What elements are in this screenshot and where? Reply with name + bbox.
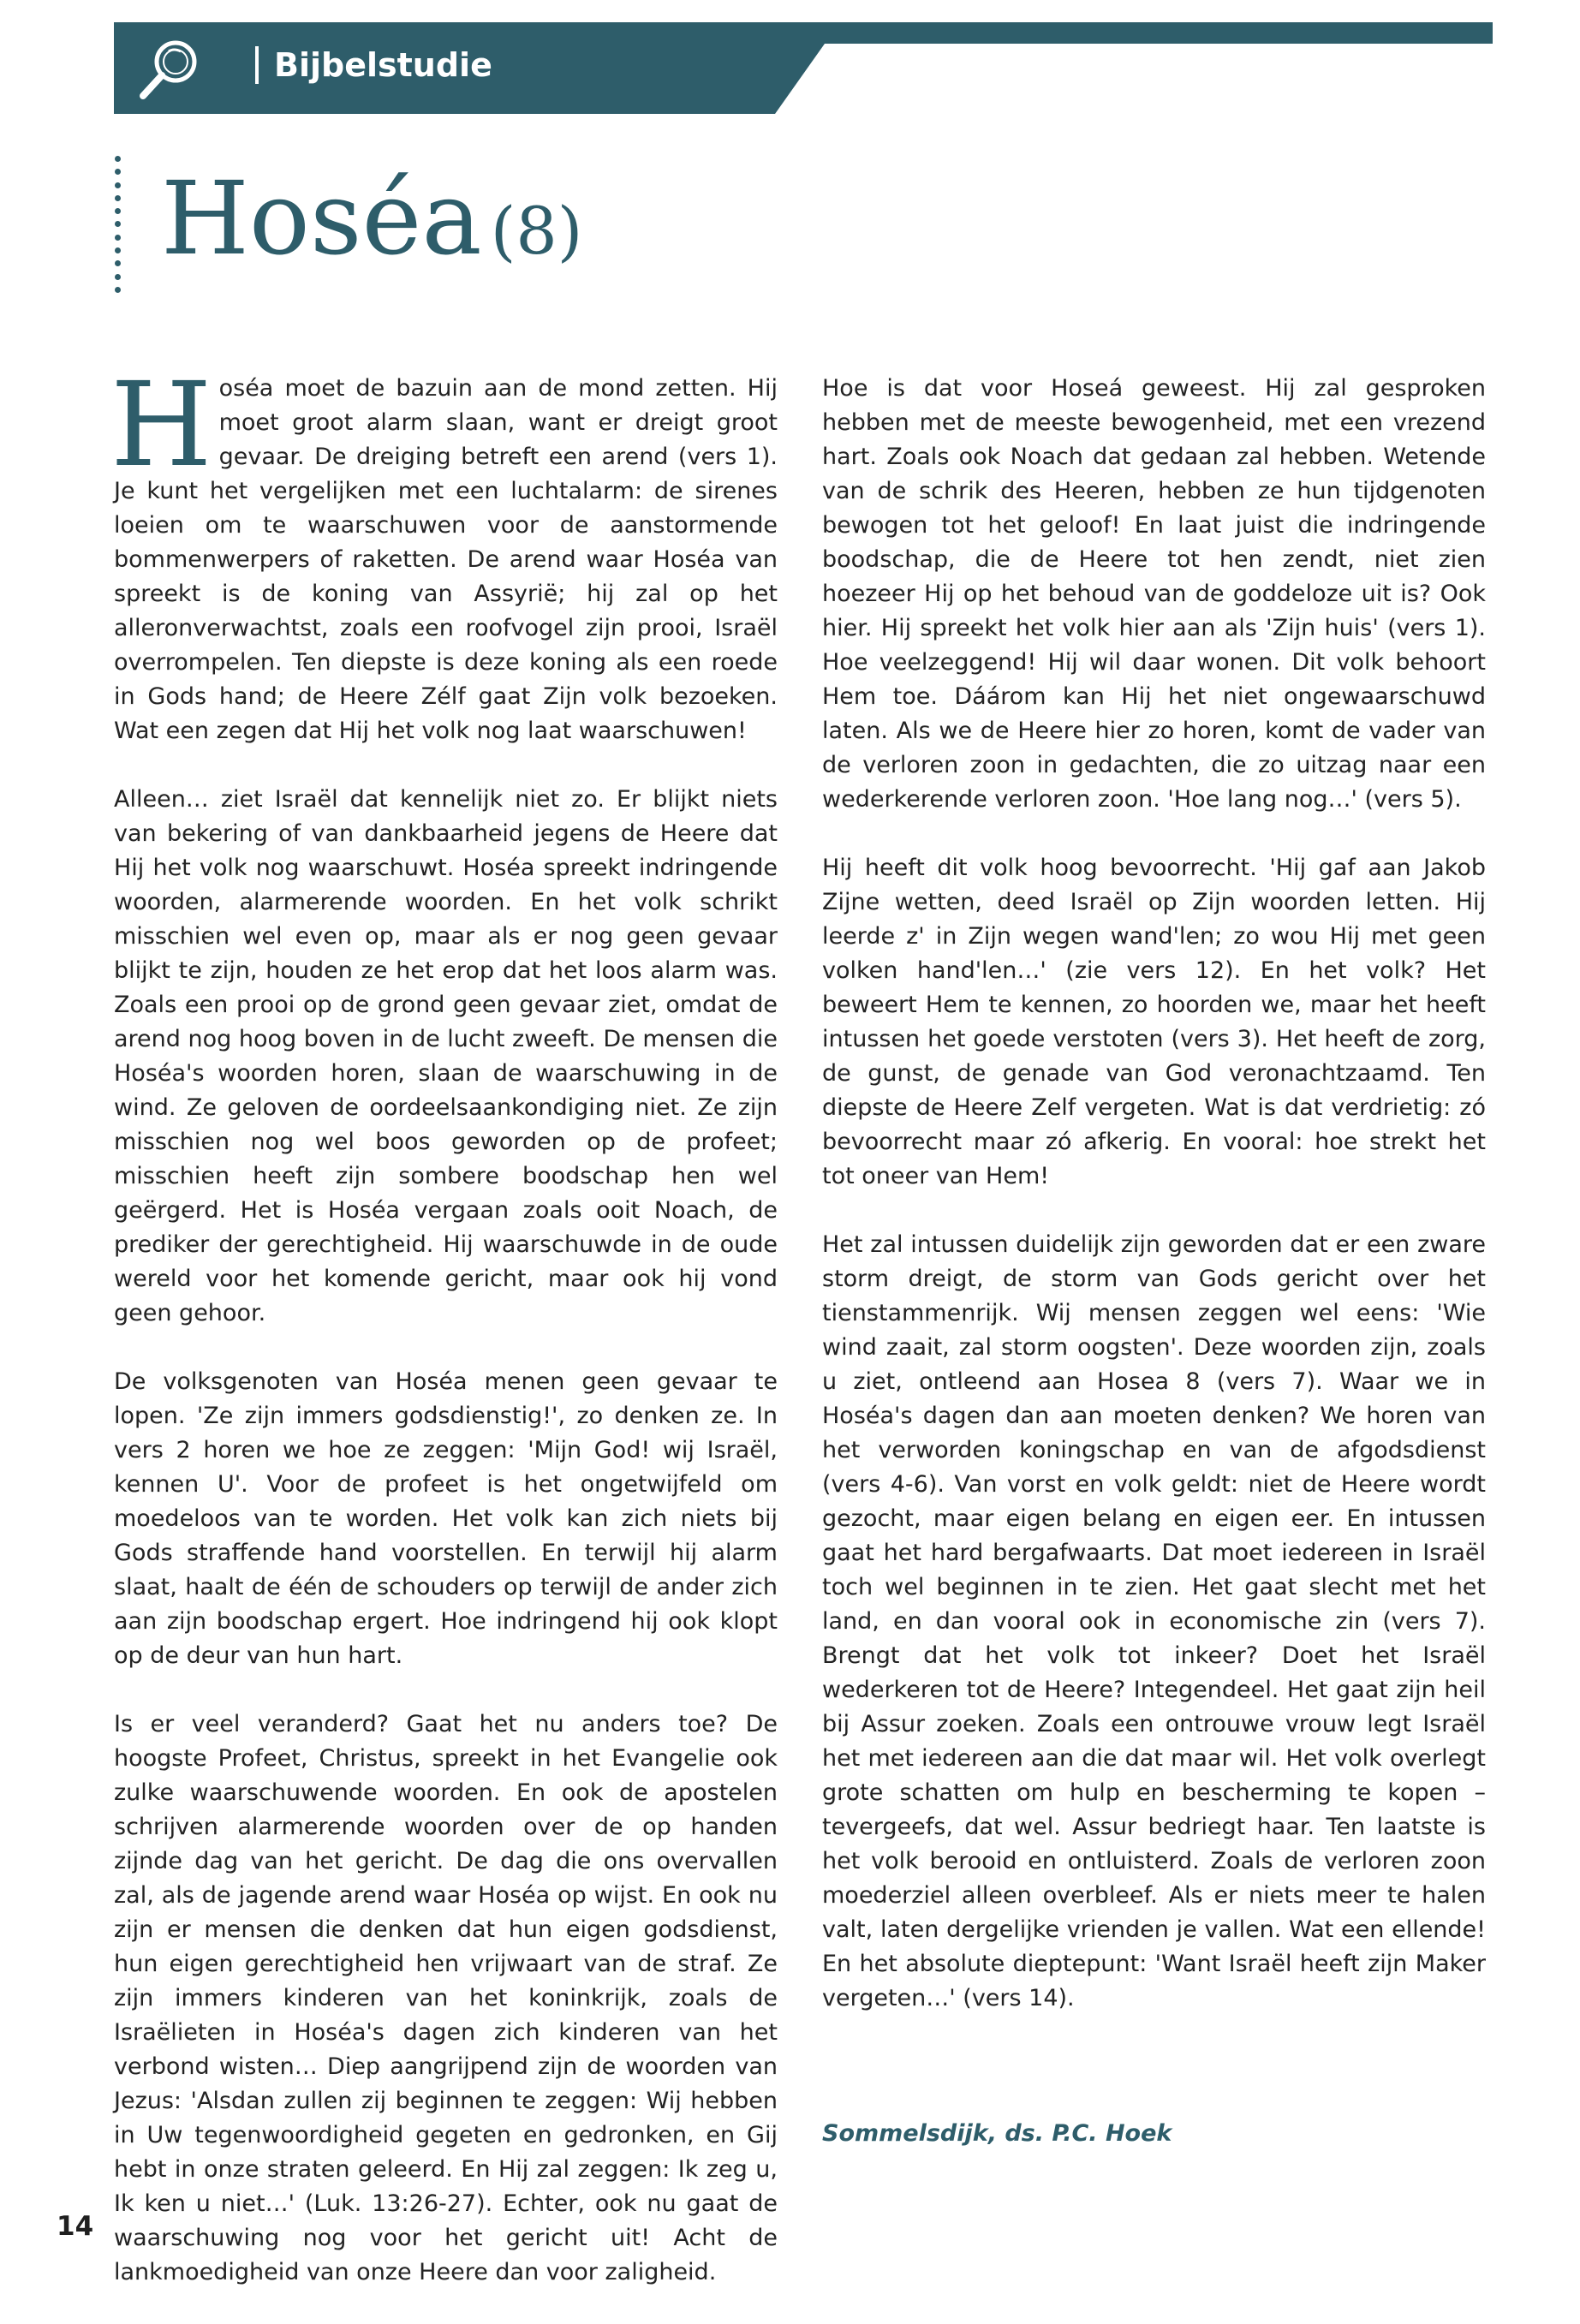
- section-label: [255, 39, 492, 91]
- title-dot-ornament: [113, 156, 123, 300]
- paragraph: Het zal intussen duidelijk zijn geworden dat er een zware storm dreigt, de storm van Gods gericht over het tienstammenrijk. Wij mensen zeggen wel eens: 'Wie wind zaait, zal storm oogsten'. Deze woorden zijn, zoals u ziet, ontleend aan Hosea 8 (vers 7). Waar we in Hoséa's dagen dan aan moeten denken? We horen van het verworden koningschap en van de afgodsdienst (vers 4-6). Van vorst en volk geldt: niet de Heere wordt gezocht, maar eigen belang en eigen eer. En intussen gaat het hard bergafwaarts. Dat moet iedereen in Israël toch wel beginnen in te zien. Het gaat slecht met het land, en dan vooral ook in economische zin (vers 7). Brengt dat het volk tot inkeer? Doet het Israël wederkeren tot de Heere? Integendeel. Het gaat zijn heil bij Assur zoeken. Zoals een ontrouwe vrouw legt Israël het met iedereen aan die dat maar wil. Het volk overlegt grote schatten om hulp en bescherming te kopen – tevergeefs, dat wel. Assur bedriegt haar. Ten laatste is het volk berooid en ontluisterd. Zoals de verloren zoon moederziel alleen overbleef. Als er niets meer te halen valt, laten dergelijke vrienden je vallen. Wat een ellende! En het absolute dieptepunt: 'Want Israël heeft zijn Maker vergeten…' (vers 14).: [822, 1231, 1486, 2011]
- header-separator: [255, 46, 259, 84]
- article-title: [161, 159, 583, 277]
- paragraph-text: oséa moet de bazuin aan de mond zetten. Hij moet groot alarm slaan, want er dreigt groot gevaar. De dreiging betreft een arend (vers 1). Je kunt het vergelijken met een luchtalarm: de sirenes loeien om te waarschuwen voor de aanstormende bommenwerpers of raketten. De arend waar Hoséa van spreekt is de koning van Assyrië; hij zal op het alleronverwachtst, zoals een roofvogel zijn prooi, Israël overrompelen. Ten diepste is deze koning als een roede in Gods hand; de Heere Zélf gaat Zijn volk bezoeken. Wat een zegen dat Hij het volk nog laat waarschuwen!: [114, 375, 778, 744]
- paragraph: Hij heeft dit volk hoog bevoorrecht. 'Hij gaf aan Jakob Zijne wetten, deed Israël op Zijn woorden letten. Hij leerde z' in Zijn wegen wand'len; zo wou Hij met geen volken hand'len…' (zie vers 12). En het volk? Het beweert Hem te kennen, zo hoorden we, maar het heeft intussen het goede verstoten (vers 3). Het heeft de zorg, de gunst, de genade van God veronachtzaamd. Ten diepste de Heere Zelf vergeten. Wat is dat verdrietig: zó bevoorrecht maar zó afkerig. En vooral: hoe strekt het tot oneer van Hem!: [822, 855, 1486, 1189]
- paragraph: De volksgenoten van Hoséa menen geen gevaar te lopen. 'Ze zijn immers godsdienstig!', zo denken ze. In vers 2 horen we hoe ze zeggen: 'Mijn God! wij Israël, kennen U'. Voor de profeet is het ongetwijfeld om moedeloos van te worden. Het volk kan zich niets bij Gods straffende hand voorstellen. En terwijl hij alarm slaat, haalt de één de schouders op terwijl de ander zich aan zijn boodschap ergert. Hoe indringend hij ook klopt op de deur van hun hart.: [114, 1368, 778, 1669]
- drop-cap: H: [110, 358, 212, 493]
- section-header: [114, 22, 1493, 114]
- title-main: Hoséa: [161, 159, 482, 277]
- title-number: (8): [490, 193, 583, 269]
- page-number: 14: [57, 2211, 94, 2242]
- section-label-text: Bijbelstudie: [274, 46, 492, 84]
- left-column: [110, 358, 778, 2324]
- paragraph: Is er veel veranderd? Gaat het nu anders toe? De hoogste Profeet, Christus, spreekt in het Evangelie ook zulke waarschuwende woorden. En ook de apostelen schrijven alarmerende woorden over de op handen zijnde dag van het gericht. De dag die ons overvallen zal, als de jagende arend waar Hoséa op wijst. En ook nu zijn er mensen die denken dat hun eigen godsdienst, hun eigen gerechtigheid hen vrijwaart van de straf. Ze zijn immers kinderen van het koninkrijk, zoals de Israëlieten in Hoséa's dagen zich kinderen van het verbond wisten… Diep aangrijpend zijn de woorden van Jezus: 'Alsdan zullen zij beginnen te zeggen: Wij hebben in Uw tegenwoordigheid gegeten en gedronken, en Gij hebt in onze straten geleerd. En Hij zal zeggen: Ik zeg u, Ik ken u niet…' (Luk. 13:26-27). Echter, ook nu gaat de waarschuwing nog voor het gericht uit! Acht de lankmoedigheid van onze Heere dan voor zaligheid.: [114, 1711, 778, 2285]
- paragraph: [110, 358, 778, 748]
- right-column: [822, 372, 1486, 2050]
- paragraph: Hoe is dat voor Hoseá geweest. Hij zal gesproken hebben met de meeste bewogenheid, met een vrezend hart. Zoals ook Noach dat gedaan zal hebben. Wetende van de schrik des Heeren, hebben ze hun tijdgenoten bewogen tot het geloof! En laat juist die indringende boodschap, die de Heere tot hen zendt, niet zien hoezeer Hij op het behoud van de goddeloze uit is? Ook hier. Hij spreekt het volk hier aan als 'Zijn huis' (vers 1). Hoe veelzeggend! Hij wil daar wonen. Dit volk behoort Hem toe. Dáárom kan Hij het niet ongewaarschuwd laten. Als we de Heere hier zo horen, komt de vader van de verloren zoon in gedachten, die zo uitzag naar een wederkerende verloren zoon. 'Hoe lang nog…' (vers 5).: [822, 375, 1486, 813]
- author-signature: Sommelsdijk, ds. P.C. Hoek: [822, 2120, 1172, 2147]
- paragraph: Alleen… ziet Israël dat kennelijk niet zo. Er blijkt niets van bekering of van dankbaarheid jegens de Heere dat Hij het volk nog waarschuwt. Hoséa spreekt indringende woorden, alarmerende woorden. En het volk schrikt misschien wel even op, maar als er nog geen gevaar blijkt te zijn, houden ze het erop dat het loos alarm was. Zoals een prooi op de grond geen gevaar ziet, omdat de arend nog hoog boven in de lucht zweeft. De mensen die Hoséa's woorden horen, slaan de waarschuwing in de wind. Ze geloven de oordeelsaankondiging niet. Ze zijn misschien nog wel boos geworden op de profeet; misschien heeft zijn sombere boodschap hen wel geërgerd. Het is Hoséa vergaan zoals ooit Noach, de prediker der gerechtigheid. Hij waarschuwde in de oude wereld voor het komende gericht, maar ook hij vond geen gehoor.: [114, 786, 778, 1326]
